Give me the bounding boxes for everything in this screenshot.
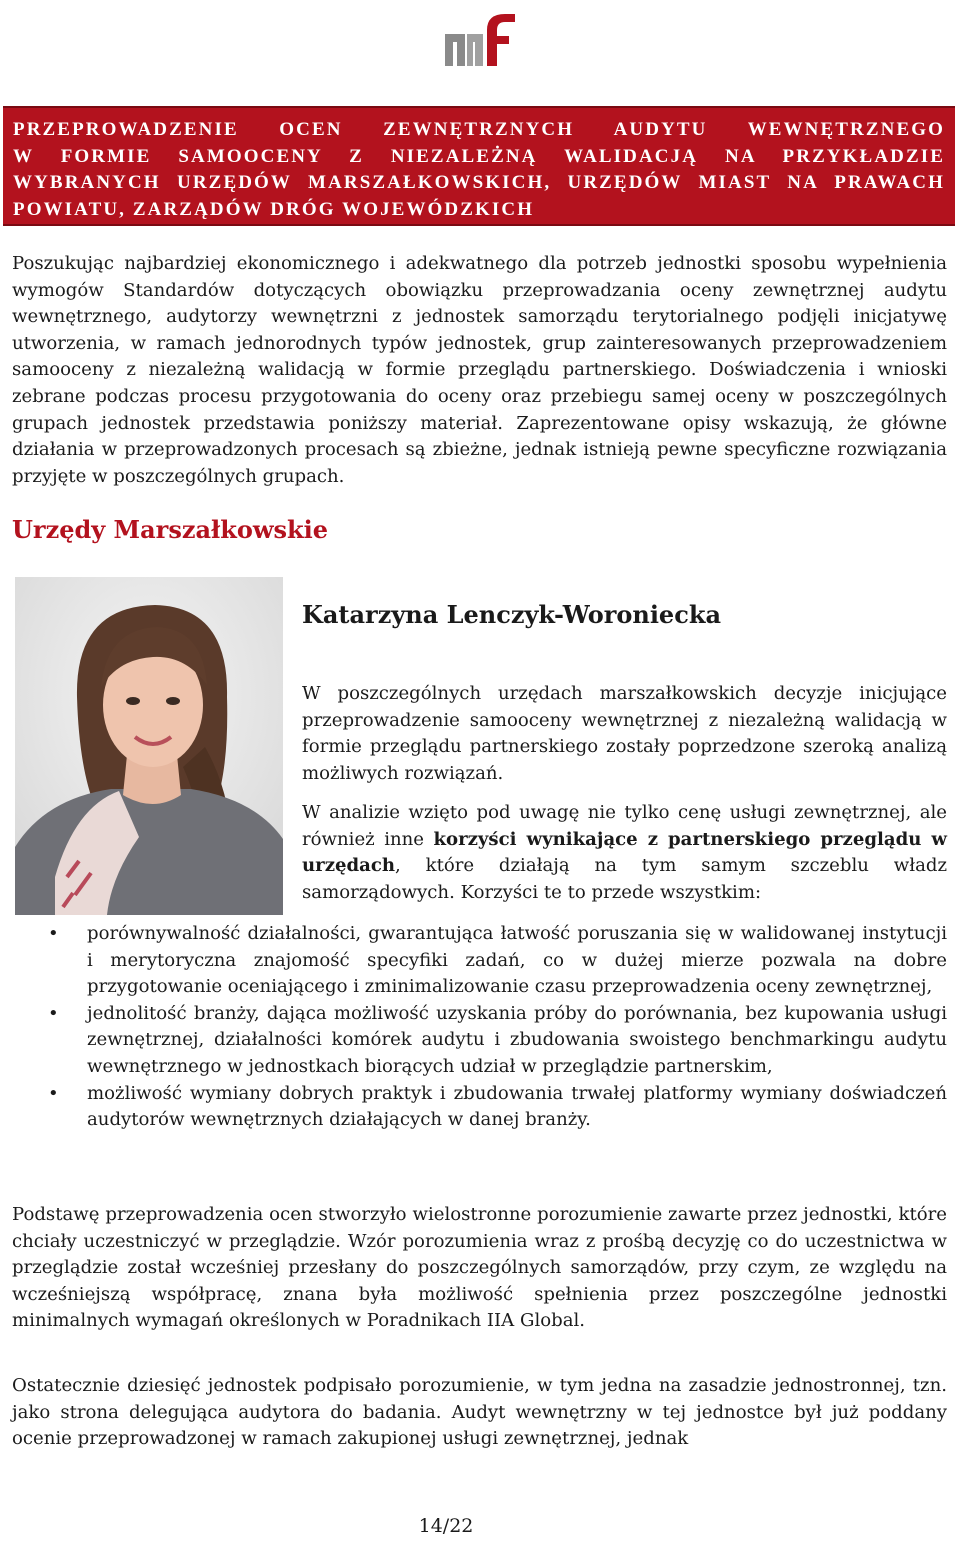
list-item-text: porównywalność działalności, gwarantująca łatwość poruszania się w walidowanej instytucji i merytoryczna znajomość specyfiki zadań, co w dużej mierze pozwala na dobre przygotowanie oceniającego i zminimalizowanie czasu przeprowadzenia oceny zewnętrznej,	[87, 923, 947, 998]
body-paragraph: Podstawę przeprowadzenia ocen stworzyło wielostronne porozumienie zawarte przez jednostki, które chciały uczestniczyć w przeglądzie. Wzór porozumienia wraz z prośbą decyzję co do uczestnictwa w przeglądzie został wcześniej przesłany do poszczególnych samorządów, przy czym, ze względu na wcześniejszą współpracę, znana była możliwość spełnienia przez poszczególne jednostki minimalnych wymagań określonych w Poradnikach IIA Global.	[12, 1204, 947, 1332]
list-item-text: możliwość wymiany dobrych praktyk i zbudowania trwałej platformy wymiany doświadczeń audytorów wewnętrznych działających w danej branży.	[87, 1082, 947, 1131]
person-name: Katarzyna Lenczyk-Woroniecka	[302, 600, 721, 629]
banner-line: W FORMIE SAMOOCENY Z NIEZALEŻNĄ WALIDACJĄ NA PRZYKŁADZIE	[13, 145, 945, 167]
banner-line: WYBRANYCH URZĘDÓW MARSZAŁKOWSKICH, URZĘDÓW MIAST NA PRAWACH	[13, 172, 945, 193]
side-paragraph: W poszczególnych urzędach marszałkowskich decyzje inicjujące przeprowadzenie samooceny wewnętrznej z niezależną walidacją w formie przeglądu partnerskiego zostały poprzedzone szeroką analizą możliwych rozwiązań.	[302, 683, 947, 784]
text-run: W analizie wzięto pod uwagę nie tylko cenę usługi zewnętrznej, ale również inne	[302, 802, 947, 850]
benefits-list	[0, 921, 947, 1134]
list-item	[0, 1001, 947, 1081]
bullet-icon: •	[48, 1002, 59, 1024]
page-number: 14/22	[418, 1515, 474, 1537]
title-banner	[3, 106, 955, 226]
bold-phrase: korzyści wynikające z partnerskiego przeglądu w urzędach	[302, 828, 947, 877]
list-item	[0, 1081, 947, 1134]
mf-logo-icon	[443, 10, 523, 68]
bullet-icon: •	[48, 923, 59, 944]
banner-line: POWIATU, ZARZĄDÓW DRÓG WOJEWÓDZKICH	[13, 198, 535, 220]
section-heading: Urzędy Marszałkowskie	[12, 515, 329, 544]
intro-paragraph: Poszukując najbardziej ekonomicznego i adekwatnego dla potrzeb jednostki sposobu wypełnienia wymogów Standardów dotyczących obowiązku przeprowadzania oceny zewnętrznej audytu wewnętrznego, audytorzy wewnętrzni z jednostek samorządu terytorialnego podjęli inicjatywę utworzenia, w ramach jednorodnych typów jednostek, grup zainteresowanych przeprowadzeniem samooceny z niezależną walidacją w formie przeglądu partnerskiego. Doświadczenia i wnioski zebrane podczas procesu przygotowania do oceny oraz przebiegu samej oceny w poszczególnych grupach jednostek przedstawia poniższy materiał. Zaprezentowane opisy wskazują, że główne działania w przeprowadzonych procesach są zbieżne, jednak istnieją pewne specyficzne rozwiązania przyjęte w poszczególnych grupach.	[12, 253, 947, 487]
banner-line: PRZEPROWADZENIE OCEN ZEWNĘTRZNYCH AUDYTU WEWNĘTRZNEGO	[13, 119, 945, 140]
side-paragraph	[302, 800, 947, 906]
body-paragraph: Ostatecznie dziesięć jednostek podpisało porozumienie, w tym jedna na zasadzie jednostronnej, tzn. jako strona delegująca audytora do badania. Audyt wewnętrzny w tej jednostce był już poddany ocenie przeprowadzonej w ramach zakupionej usługi zewnętrznej, jednak	[12, 1375, 947, 1450]
portrait-photo	[15, 577, 283, 915]
list-item-text: jednolitość branży, dająca możliwość uzyskania próby do porównania, bez kupowania usługi zewnętrznej, działalności komórek audytu i zbudowania swoistego benchmarkingu audytu wewnętrznego w jednostkach biorących udział w przeglądzie partnerskim,	[87, 1002, 947, 1077]
text-run: , które działają na tym samym szczeblu władz samorządowych. Korzyści te to przede wszystkim:	[302, 855, 947, 903]
bullet-icon: •	[48, 1082, 59, 1104]
list-item	[0, 921, 947, 1001]
